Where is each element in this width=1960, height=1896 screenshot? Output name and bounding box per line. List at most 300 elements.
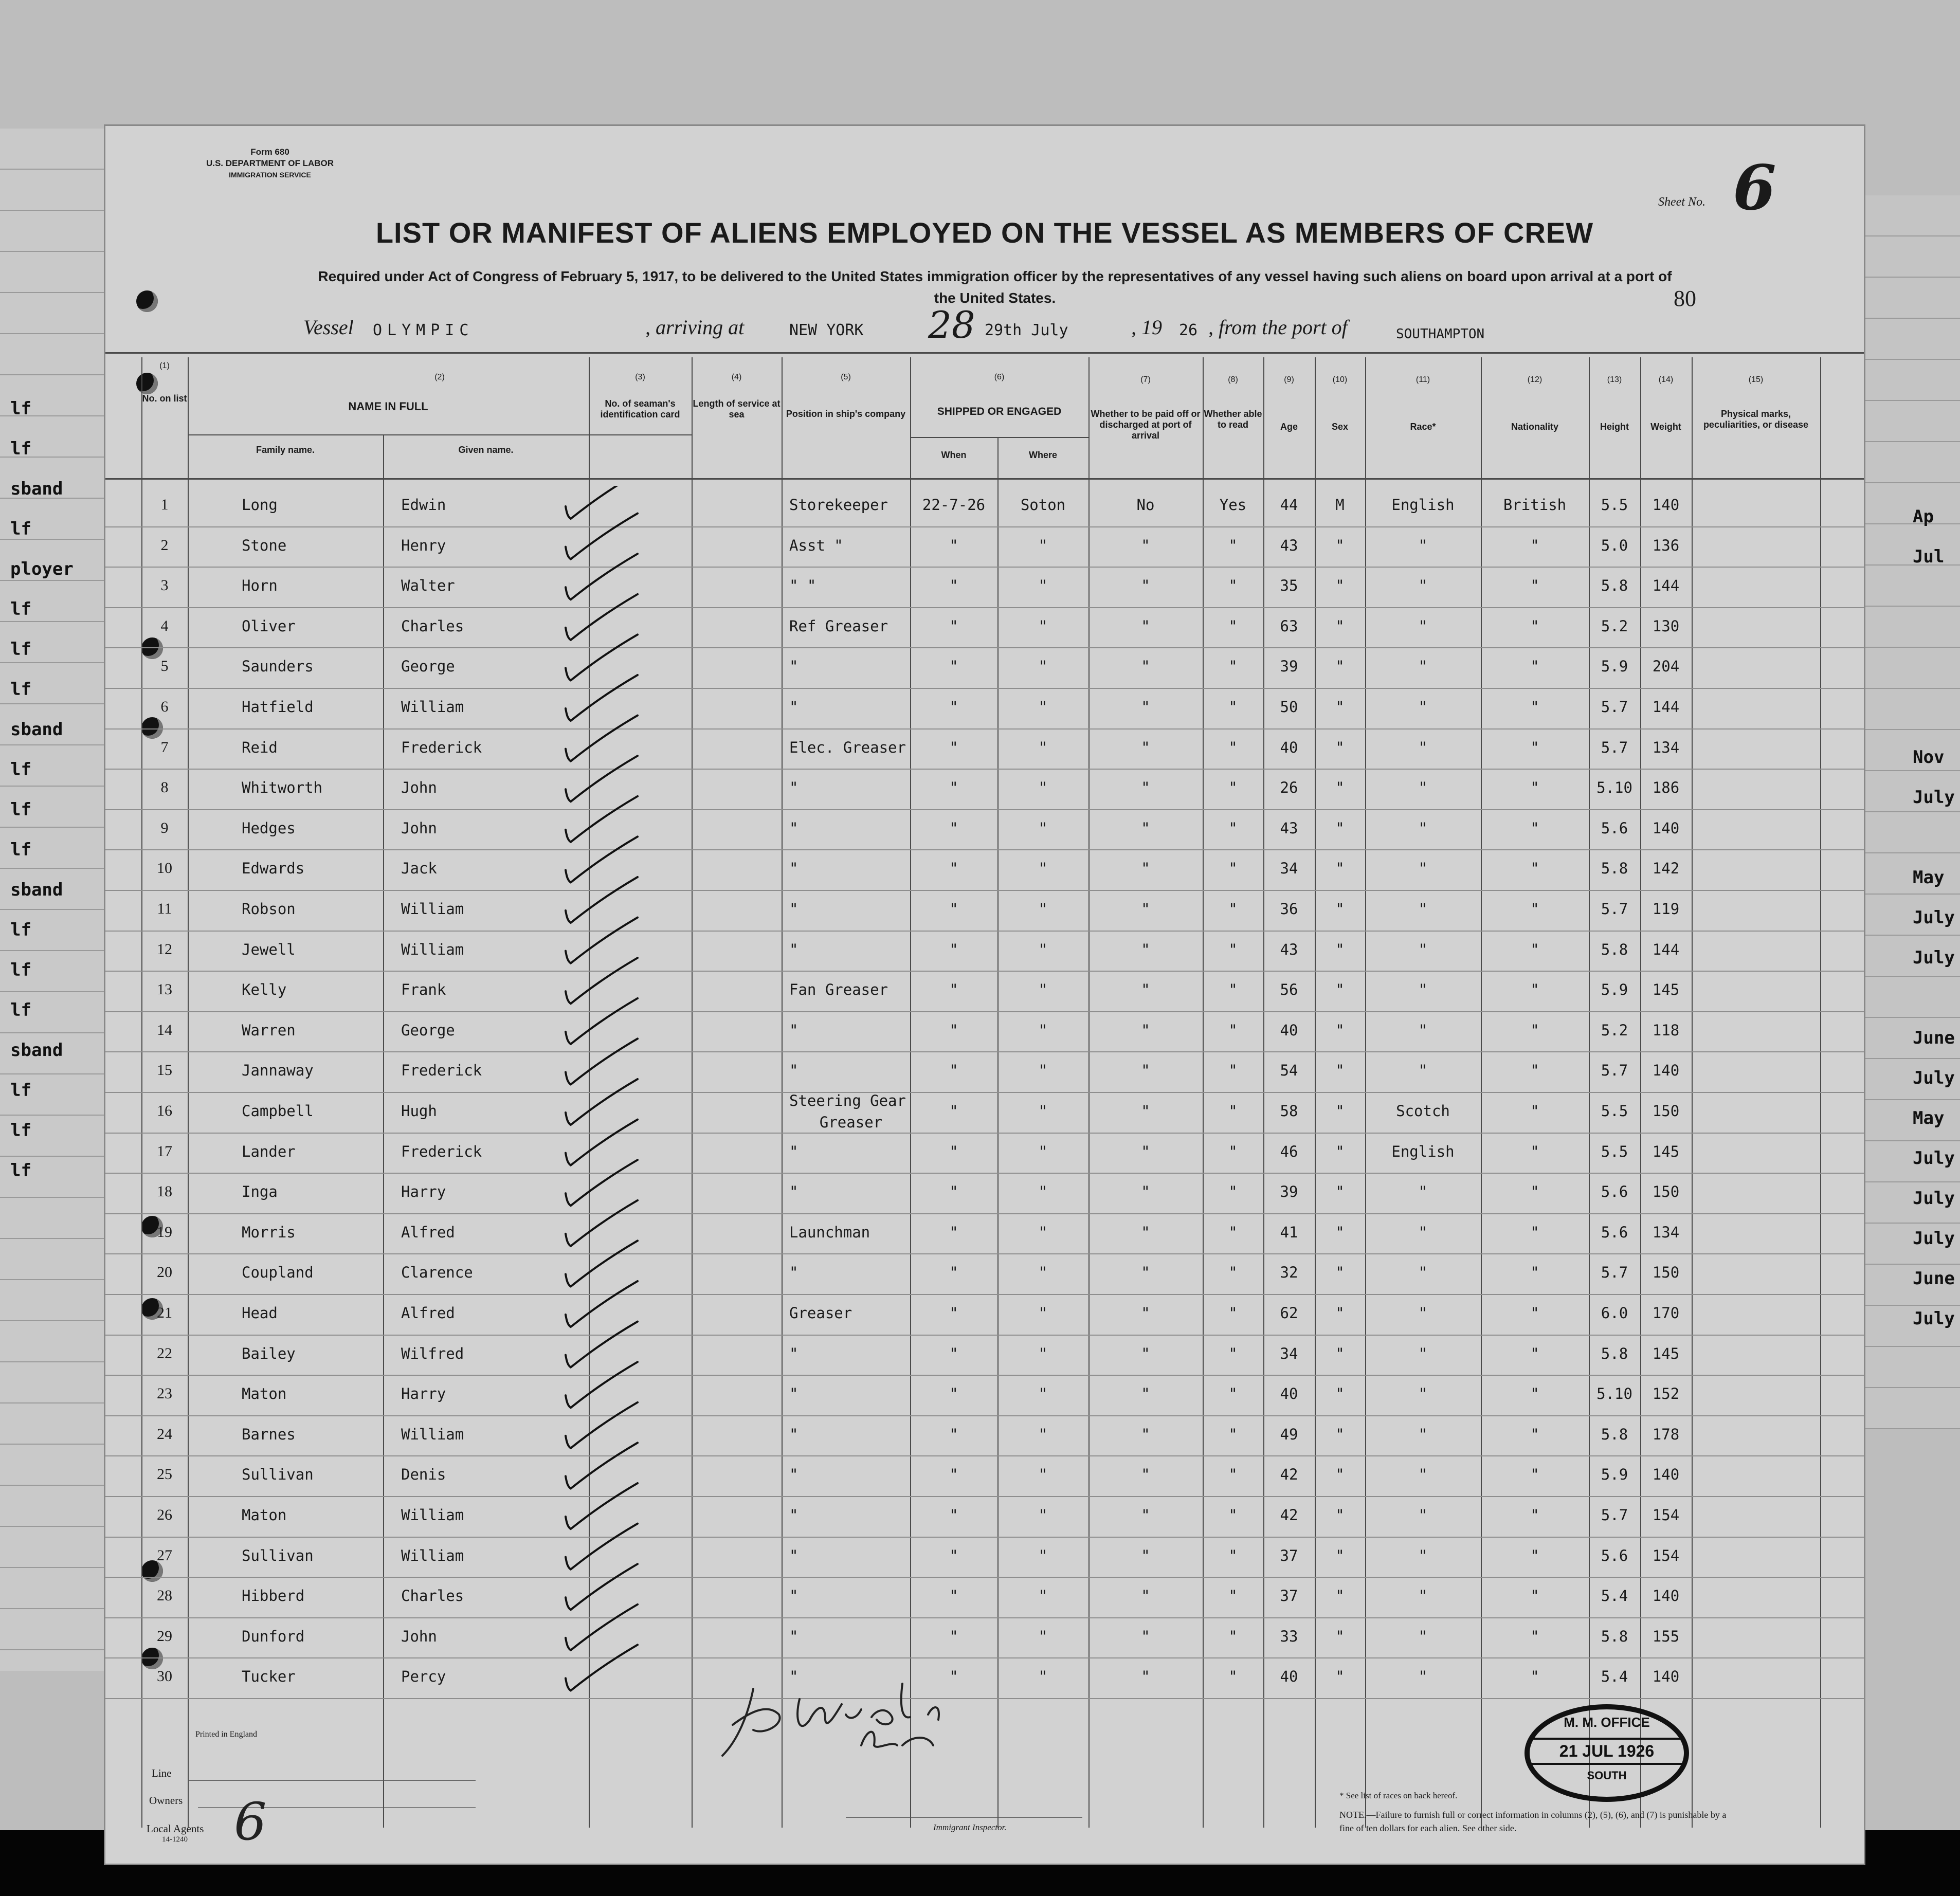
row-rule <box>105 1051 1864 1052</box>
background-right-entry: July <box>1913 1308 1955 1329</box>
cell-weight: 134 <box>1652 738 1680 756</box>
header-shipped: SHIPPED OR ENGAGED <box>937 406 1062 417</box>
tick-mark <box>566 918 638 963</box>
row-rule <box>105 1092 1864 1093</box>
cell-family: Maton <box>242 1506 287 1524</box>
cell-when: " <box>949 1021 958 1039</box>
cell-family: Horn <box>242 577 278 595</box>
cell-when: " <box>949 1668 958 1686</box>
cell-height: 5.6 <box>1601 1223 1628 1241</box>
cell-paid: " <box>1141 577 1150 595</box>
cell-race: " <box>1418 900 1428 918</box>
cell-age: 58 <box>1280 1102 1298 1120</box>
cell-given: George <box>401 658 455 676</box>
cell-age: 26 <box>1280 779 1298 797</box>
cell-weight: 178 <box>1652 1425 1680 1443</box>
cell-when: " <box>949 1264 958 1282</box>
cell-read: " <box>1228 1627 1238 1645</box>
cell-age: 32 <box>1280 1264 1298 1282</box>
cell-nationality: " <box>1530 536 1539 554</box>
cell-height: 5.4 <box>1601 1587 1628 1605</box>
tick-mark <box>566 1605 638 1650</box>
background-left-entry: lf <box>10 439 31 459</box>
cell-where: " <box>1038 819 1048 837</box>
cell-weight: 140 <box>1652 1466 1680 1484</box>
cell-race: " <box>1418 860 1428 878</box>
tick-mark <box>566 634 638 680</box>
cell-where: " <box>1038 1062 1048 1080</box>
cell-weight: 155 <box>1652 1627 1680 1645</box>
cell-paid: " <box>1141 617 1150 635</box>
background-left-entry: sband <box>10 479 63 499</box>
cell-when: " <box>949 536 958 554</box>
cell-nationality: " <box>1530 981 1539 999</box>
cell-position: " <box>789 1142 798 1160</box>
cell-when: " <box>949 981 958 999</box>
cell-no: 6 <box>160 698 169 715</box>
cell-race: " <box>1418 1385 1428 1403</box>
cell-nationality: " <box>1530 1344 1539 1362</box>
cell-no: 2 <box>160 536 169 554</box>
cell-age: 40 <box>1280 738 1298 756</box>
cell-where: " <box>1038 900 1048 918</box>
cell-weight: 140 <box>1652 1062 1680 1080</box>
cell-given: Frank <box>401 981 446 999</box>
cell-age: 41 <box>1280 1223 1298 1241</box>
cell-paid: " <box>1141 1506 1150 1524</box>
background-left-entry: ployer <box>10 559 74 579</box>
cell-position: Fan Greaser <box>789 981 888 999</box>
row-rule <box>105 1617 1864 1618</box>
office-stamp <box>1525 1704 1689 1802</box>
cell-given: John <box>401 1627 437 1645</box>
background-left-entry: lf <box>10 599 31 619</box>
cell-when: " <box>949 1385 958 1403</box>
cell-paid: " <box>1141 1142 1150 1160</box>
tick-mark <box>566 1524 638 1570</box>
cell-family: Bailey <box>242 1344 296 1362</box>
cell-sex: " <box>1335 940 1345 958</box>
cell-where: " <box>1038 940 1048 958</box>
cell-family: Tucker <box>242 1668 296 1686</box>
cell-family: Sullivan <box>242 1466 314 1484</box>
cell-no: 1 <box>160 496 169 513</box>
cell-age: 37 <box>1280 1587 1298 1605</box>
background-right-entry: July <box>1913 947 1955 968</box>
cell-race: " <box>1418 940 1428 958</box>
tick-mark <box>566 1402 638 1448</box>
cell-race: " <box>1418 1183 1428 1201</box>
colnum-10: (10) <box>1332 375 1348 384</box>
cell-no: 26 <box>157 1506 172 1523</box>
cell-family: Kelly <box>242 981 287 999</box>
background-left-entry: lf <box>10 398 31 419</box>
cell-position: " <box>789 1466 798 1484</box>
cell-position: " " <box>789 577 816 595</box>
row-rule <box>105 1213 1864 1214</box>
cell-sex: " <box>1335 1385 1345 1403</box>
cell-family: Oliver <box>242 617 296 635</box>
cell-age: 35 <box>1280 577 1298 595</box>
cell-age: 40 <box>1280 1021 1298 1039</box>
cell-paid: " <box>1141 1062 1150 1080</box>
cell-age: 34 <box>1280 1344 1298 1362</box>
cell-weight: 154 <box>1652 1506 1680 1524</box>
background-right-entry: July <box>1913 907 1955 928</box>
cell-given: Jack <box>401 860 437 878</box>
cell-no: 13 <box>157 981 172 998</box>
cell-family: Inga <box>242 1183 278 1201</box>
cell-family: Coupland <box>242 1264 314 1282</box>
cell-read: " <box>1228 1385 1238 1403</box>
cell-when: " <box>949 658 958 676</box>
cell-paid: " <box>1141 1021 1150 1039</box>
cell-read: " <box>1228 900 1238 918</box>
header-height: Height <box>1600 422 1629 432</box>
cell-nationality: " <box>1530 1142 1539 1160</box>
tick-mark <box>566 594 638 640</box>
cell-position: " <box>789 1385 798 1403</box>
cell-height: 5.6 <box>1601 1183 1628 1201</box>
cell-where: " <box>1038 1385 1048 1403</box>
row-rule <box>105 1415 1864 1416</box>
cell-when: " <box>949 1183 958 1201</box>
cell-read: " <box>1228 1506 1238 1524</box>
header-paid-off: Whether to be paid off or discharged at port of arrival <box>1091 409 1201 441</box>
cell-no: 29 <box>157 1627 172 1645</box>
cell-where: Soton <box>1020 496 1066 514</box>
cell-paid: " <box>1141 981 1150 999</box>
cell-position: " <box>789 860 798 878</box>
tick-mark <box>566 1200 638 1246</box>
cell-given: William <box>401 1506 464 1524</box>
cell-weight: 144 <box>1652 577 1680 595</box>
cell-sex: " <box>1335 617 1345 635</box>
cell-paid: " <box>1141 1344 1150 1362</box>
cell-no: 24 <box>157 1425 172 1443</box>
cell-nationality: " <box>1530 1102 1539 1120</box>
colnum-13: (13) <box>1607 375 1622 384</box>
background-right-entry: July <box>1913 1148 1955 1169</box>
year-value: 26 <box>1179 321 1198 339</box>
cell-height: 5.8 <box>1601 940 1628 958</box>
background-left-entry: sband <box>10 1040 63 1061</box>
cell-given: Charles <box>401 617 464 635</box>
cell-where: " <box>1038 658 1048 676</box>
cell-nationality: " <box>1530 1385 1539 1403</box>
cell-height: 5.6 <box>1601 819 1628 837</box>
cell-paid: " <box>1141 940 1150 958</box>
cell-no: 3 <box>160 577 169 594</box>
cell-read: " <box>1228 981 1238 999</box>
header-weight: Weight <box>1650 422 1681 432</box>
cell-given: Clarence <box>401 1264 473 1282</box>
cell-paid: " <box>1141 819 1150 837</box>
cell-weight: 142 <box>1652 860 1680 878</box>
cell-where: " <box>1038 738 1048 756</box>
background-right-entry: June <box>1913 1268 1955 1289</box>
cell-family: Whitworth <box>242 779 323 797</box>
sheet-label: Sheet No. <box>1658 195 1705 209</box>
cell-no: 4 <box>160 617 169 634</box>
tick-mark <box>566 1564 638 1610</box>
cell-nationality: " <box>1530 940 1539 958</box>
cell-race: " <box>1418 1223 1428 1241</box>
cell-paid: " <box>1141 1304 1150 1322</box>
tick-mark <box>566 1322 638 1368</box>
tick-mark <box>566 877 638 923</box>
cell-given: William <box>401 900 464 918</box>
cell-sex: " <box>1335 536 1345 554</box>
tick-mark <box>566 514 638 559</box>
cell-position: " <box>789 1506 798 1524</box>
tick-mark <box>566 1645 638 1690</box>
colnum-2: (2) <box>434 373 445 381</box>
cell-read: " <box>1228 536 1238 554</box>
header-sex: Sex <box>1331 422 1349 432</box>
cell-weight: 145 <box>1652 1344 1680 1362</box>
cell-read: " <box>1228 617 1238 635</box>
cell-nationality: " <box>1530 860 1539 878</box>
cell-where: " <box>1038 1304 1048 1322</box>
cell-age: 39 <box>1280 658 1298 676</box>
owners-label: Owners <box>149 1794 183 1807</box>
cell-family: Warren <box>242 1021 296 1039</box>
cell-height: 5.4 <box>1601 1668 1628 1686</box>
row-rule <box>105 1133 1864 1134</box>
cell-position: Elec. Greaser <box>789 738 906 756</box>
cell-family: Head <box>242 1304 278 1322</box>
arriving-label: , arriving at <box>645 316 745 339</box>
background-right-entry: Ap <box>1913 506 1934 527</box>
tick-mark <box>566 1160 638 1206</box>
cell-no: 12 <box>157 940 172 958</box>
cell-family: Reid <box>242 738 278 756</box>
cell-race: " <box>1418 738 1428 756</box>
cell-where: " <box>1038 779 1048 797</box>
cell-weight: 204 <box>1652 658 1680 676</box>
header-physical: Physical marks, peculiarities, or disease <box>1703 409 1809 430</box>
cell-age: 33 <box>1280 1627 1298 1645</box>
cell-sex: " <box>1335 1062 1345 1080</box>
cell-given: Frederick <box>401 1062 482 1080</box>
cell-race: " <box>1418 1304 1428 1322</box>
cell-where: " <box>1038 577 1048 595</box>
cell-position: " <box>789 940 798 958</box>
header-given-name: Given name. <box>458 445 514 455</box>
cell-nationality: " <box>1530 1425 1539 1443</box>
header-name-in-full: NAME IN FULL <box>348 400 428 413</box>
tick-mark <box>566 675 638 721</box>
background-left-entry: lf <box>10 519 31 539</box>
cell-read: " <box>1228 738 1238 756</box>
row-rule <box>105 890 1864 891</box>
cell-read: " <box>1228 1062 1238 1080</box>
cell-no: 16 <box>157 1102 172 1119</box>
cell-paid: No <box>1136 496 1155 514</box>
form-number: Form 680 <box>250 147 289 157</box>
handwritten-date: 28 <box>928 303 975 347</box>
cell-sex: " <box>1335 1142 1345 1160</box>
tick-mark <box>566 1443 638 1488</box>
cell-where: " <box>1038 698 1048 716</box>
cell-no: 5 <box>160 658 169 675</box>
cell-age: 42 <box>1280 1506 1298 1524</box>
cell-sex: " <box>1335 860 1345 878</box>
cell-when: " <box>949 1425 958 1443</box>
cell-sex: " <box>1335 577 1345 595</box>
cell-where: " <box>1038 1587 1048 1605</box>
cell-height: 5.8 <box>1601 1344 1628 1362</box>
cell-family: Hatfield <box>242 698 314 716</box>
cell-position: " <box>789 1183 798 1201</box>
cell-where: " <box>1038 536 1048 554</box>
cell-paid: " <box>1141 1668 1150 1686</box>
cell-when: " <box>949 1627 958 1645</box>
header-length-service: Length of service at sea <box>693 398 781 420</box>
cell-no: 27 <box>157 1546 172 1564</box>
cell-given: Walter <box>401 577 455 595</box>
cell-read: " <box>1228 1102 1238 1120</box>
cell-paid: " <box>1141 1425 1150 1443</box>
cell-where: " <box>1038 1183 1048 1201</box>
cell-given: William <box>401 698 464 716</box>
cell-given: Hugh <box>401 1102 437 1120</box>
cell-when: " <box>949 1587 958 1605</box>
row-rule <box>105 931 1864 932</box>
colnum-3: (3) <box>635 373 645 381</box>
cell-when: " <box>949 900 958 918</box>
stamp-top: M. M. OFFICE <box>1564 1715 1650 1730</box>
cell-nationality: " <box>1530 698 1539 716</box>
cell-no: 21 <box>157 1304 172 1321</box>
cell-when: " <box>949 819 958 837</box>
background-left-entry: lf <box>10 840 31 860</box>
cell-height: 5.5 <box>1601 496 1628 514</box>
cell-position: " <box>789 900 798 918</box>
name-header-rule <box>188 434 692 435</box>
cell-height: 5.0 <box>1601 536 1628 554</box>
background-right-entry: May <box>1913 867 1945 888</box>
cell-nationality: " <box>1530 1587 1539 1605</box>
cell-race: " <box>1418 1587 1428 1605</box>
cell-where: " <box>1038 1425 1048 1443</box>
cell-position: " <box>789 1668 798 1686</box>
form-department: U.S. DEPARTMENT OF LABOR <box>206 158 334 168</box>
cell-height: 5.10 <box>1596 779 1632 797</box>
cell-sex: " <box>1335 981 1345 999</box>
year-label: , 19 <box>1131 316 1162 339</box>
cell-sex: " <box>1335 1264 1345 1282</box>
colnum-4: (4) <box>731 373 742 381</box>
cell-weight: 140 <box>1652 1668 1680 1686</box>
cell-position: " <box>789 1062 798 1080</box>
tick-mark <box>566 958 638 1004</box>
background-right-entry: May <box>1913 1108 1945 1128</box>
cell-sex: " <box>1335 1587 1345 1605</box>
cell-nationality: " <box>1530 738 1539 756</box>
cell-family: Jewell <box>242 940 296 958</box>
row-rule <box>105 1657 1864 1658</box>
cell-read: " <box>1228 1223 1238 1241</box>
cell-nationality: " <box>1530 1627 1539 1645</box>
cell-sex: " <box>1335 1466 1345 1484</box>
row-rule <box>105 607 1864 608</box>
cell-read: " <box>1228 658 1238 676</box>
line-label: Line <box>152 1767 172 1779</box>
background-left-entry: lf <box>10 1120 31 1141</box>
cell-height: 5.9 <box>1601 658 1628 676</box>
cell-sex: " <box>1335 738 1345 756</box>
cell-paid: " <box>1141 1466 1150 1484</box>
cell-family: Stone <box>242 536 287 554</box>
cell-sex: " <box>1335 1627 1345 1645</box>
cell-no: 17 <box>157 1142 172 1160</box>
tick-mark <box>566 1120 638 1165</box>
cell-weight: 130 <box>1652 617 1680 635</box>
cell-weight: 140 <box>1652 496 1680 514</box>
cell-given: John <box>401 819 437 837</box>
cell-nationality: " <box>1530 577 1539 595</box>
cell-when: " <box>949 940 958 958</box>
cell-age: 39 <box>1280 1183 1298 1201</box>
cell-family: Sullivan <box>242 1546 314 1564</box>
colnum-7: (7) <box>1140 375 1151 384</box>
cell-when: " <box>949 1344 958 1362</box>
cell-race: " <box>1418 819 1428 837</box>
cell-given: William <box>401 1425 464 1443</box>
cell-when: " <box>949 779 958 797</box>
cell-read: " <box>1228 1183 1238 1201</box>
cell-race: English <box>1391 1142 1455 1160</box>
cell-paid: " <box>1141 779 1150 797</box>
cell-age: 43 <box>1280 536 1298 554</box>
cell-given: William <box>401 940 464 958</box>
cell-read: " <box>1228 1021 1238 1039</box>
stamp-date: 21 JUL 1926 <box>1530 1738 1684 1765</box>
cell-when: " <box>949 698 958 716</box>
cell-weight: 186 <box>1652 779 1680 797</box>
tick-mark <box>566 1362 638 1408</box>
cell-read: " <box>1228 698 1238 716</box>
line-field[interactable] <box>188 1780 476 1781</box>
cell-height: 5.9 <box>1601 981 1628 999</box>
cell-paid: " <box>1141 698 1150 716</box>
handwritten-agent-mark: 6 <box>234 1792 267 1852</box>
background-left-entry: lf <box>10 960 31 980</box>
from-port: SOUTHAMPTON <box>1396 326 1485 342</box>
arrival-port: NEW YORK <box>789 321 864 339</box>
cell-weight: 150 <box>1652 1264 1680 1282</box>
cell-age: 40 <box>1280 1668 1298 1686</box>
cell-paid: " <box>1141 1627 1150 1645</box>
tick-marks <box>560 486 653 1771</box>
background-right-entry: July <box>1913 1188 1955 1209</box>
cell-given: Frederick <box>401 1142 482 1160</box>
cell-given: Henry <box>401 536 446 554</box>
cell-read: " <box>1228 1587 1238 1605</box>
cell-family: Jannaway <box>242 1062 314 1080</box>
cell-sex: " <box>1335 779 1345 797</box>
cell-sex: " <box>1335 1506 1345 1524</box>
header-family-name: Family name. <box>256 445 315 455</box>
row-rule <box>105 526 1864 527</box>
cell-where: " <box>1038 1627 1048 1645</box>
cell-when: " <box>949 860 958 878</box>
stamp-bottom: SOUTH <box>1587 1769 1627 1782</box>
tick-mark <box>566 1281 638 1327</box>
cell-height: 5.9 <box>1601 1466 1628 1484</box>
